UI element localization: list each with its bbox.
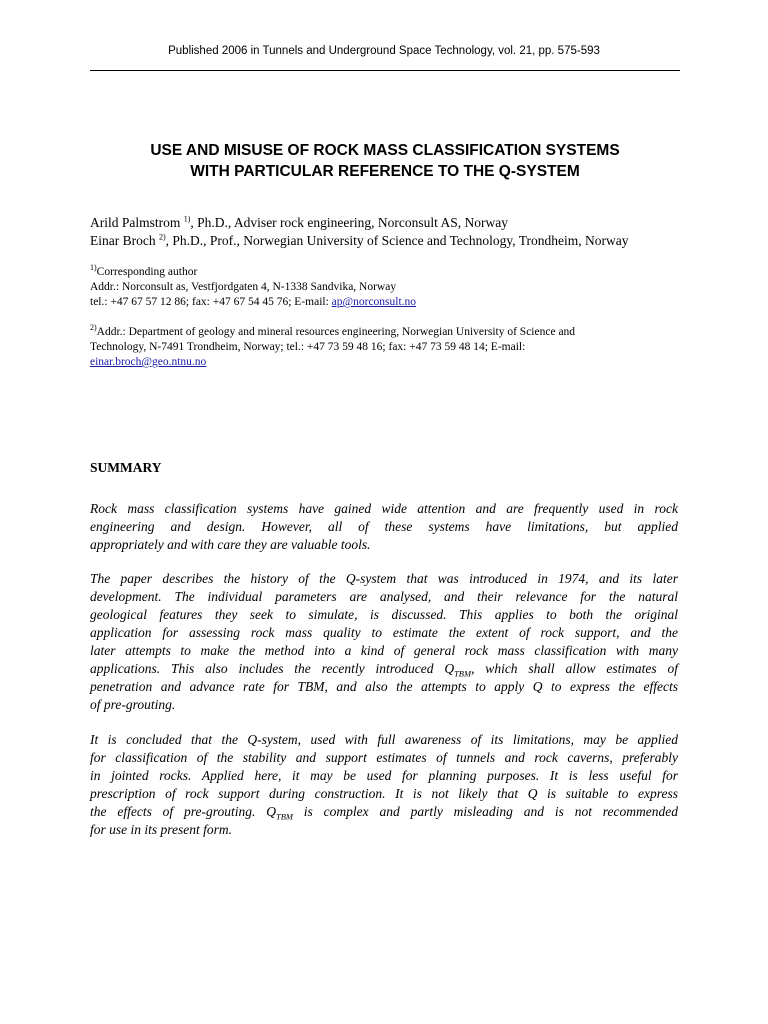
summary-paragraph-1	[90, 500, 678, 554]
author-list	[90, 214, 690, 250]
line-text: , which shall allow estimates of	[471, 661, 678, 676]
paragraph-line: It is concluded that the Q-system, used with full awareness of its limitations, may be applied	[90, 732, 678, 747]
author-name: Arild Palmstrom	[90, 215, 181, 230]
paragraph-line: prescription of rock support during construction. It is not likely that Q is suitable to express	[90, 786, 678, 801]
footnote-address: Addr.: Norconsult as, Vestfjordgaten 4, N-1338 Sandvika, Norway	[90, 281, 397, 293]
paragraph-line: later attempts to make the method into a kind of general rock mass classification with many	[90, 643, 678, 658]
author-palmstrom	[90, 214, 690, 232]
qtbm-subscript: TBM	[454, 668, 472, 679]
footnote-line: Addr.: Department of geology and mineral resources engineering, Norwegian University of Science and	[96, 326, 576, 338]
paragraph-line: for classification of the stability and support estimates of tunnels and rock caverns, preferably	[90, 750, 678, 765]
paragraph-line-qtbm	[90, 803, 678, 821]
author-mark: 2)	[158, 232, 166, 242]
line-text: applications. This also includes the recently introduced Q	[90, 661, 455, 676]
header-divider	[90, 70, 680, 71]
paragraph-line: Rock mass classification systems have gained wide attention and are frequently used in rock	[90, 501, 678, 516]
paragraph-line: engineering and design. However, all of these systems have limitations, but applied	[90, 519, 678, 534]
paragraph-line-qtbm	[90, 660, 678, 678]
author-name: Einar Broch	[90, 233, 156, 248]
line-text: the effects of pre-grouting. Q	[90, 804, 276, 819]
paragraph-line: penetration and advance rate for TBM, and also the attempts to apply Q to express the effects	[90, 679, 678, 694]
footnote-mark: 2)	[90, 323, 97, 333]
paragraph-line: The paper describes the history of the Q-system that was introduced in 1974, and its later	[90, 571, 678, 586]
summary-heading: SUMMARY	[90, 460, 162, 475]
publication-note: Published 2006 in Tunnels and Underground Space Technology, vol. 21, pp. 575-593	[168, 45, 600, 57]
paragraph-line: development. The individual parameters are analysed, and their relevance for the natural	[90, 589, 678, 604]
footnote-contact: tel.: +47 67 57 12 86; fax: +47 67 54 45 76; E-mail:	[90, 296, 332, 308]
footnote-corresponding-author	[90, 265, 680, 310]
paragraph-line: in jointed rocks. Applied here, it may be used for planning purposes. It is less useful for	[90, 768, 678, 783]
footnote-label: Corresponding author	[96, 266, 198, 278]
summary-paragraph-3	[90, 731, 678, 839]
footnote-second-author	[90, 325, 680, 370]
footnote-line: Technology, N-7491 Trondheim, Norway; tel.: +47 73 59 48 16; fax: +47 73 59 48 14; E-mail:	[90, 341, 526, 353]
author-affiliation: , Ph.D., Prof., Norwegian University of Science and Technology, Trondheim, Norway	[165, 233, 629, 248]
paragraph-line: for use in its present form.	[90, 822, 233, 837]
line-text: is complex and partly misleading and is not recommended	[292, 804, 679, 819]
title-line-2: WITH PARTICULAR REFERENCE TO THE Q-SYSTEM	[190, 163, 580, 180]
footnote-mark: 1)	[90, 263, 97, 273]
qtbm-subscript: TBM	[275, 811, 293, 822]
author-broch	[90, 232, 690, 250]
paper-title	[90, 140, 680, 182]
title-line-1: USE AND MISUSE OF ROCK MASS CLASSIFICATION SYSTEMS	[150, 142, 620, 159]
summary-paragraph-2	[90, 570, 678, 714]
paragraph-line: application for assessing rock mass quality to estimate the extent of rock support, and the	[90, 625, 678, 640]
paragraph-line: of pre-grouting.	[90, 697, 176, 712]
author-mark: 1)	[183, 214, 191, 224]
author-affiliation: , Ph.D., Adviser rock engineering, Norconsult AS, Norway	[190, 215, 509, 230]
email-link-broch[interactable]: einar.broch@geo.ntnu.no	[90, 356, 207, 368]
email-link-palmstrom[interactable]: ap@norconsult.no	[331, 296, 417, 308]
paragraph-line: geological features they seek to simulate, is discussed. This applies to both the original	[90, 607, 678, 622]
paragraph-line: appropriately and with care they are valuable tools.	[90, 537, 371, 552]
